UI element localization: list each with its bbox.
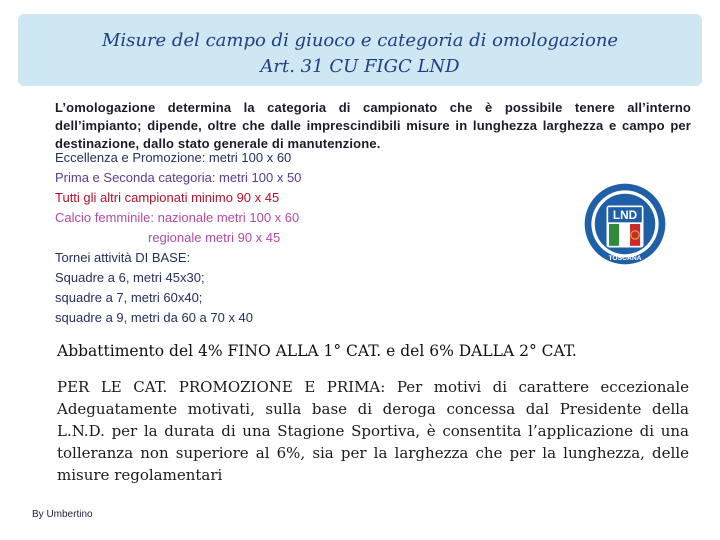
promo-paragraph — [57, 376, 689, 486]
category-line: squadre a 9, metri da 60 a 70 x 40 — [55, 310, 254, 325]
category-line: Prima e Seconda categoria: metri 100 x 50 — [55, 170, 302, 185]
slide-subtitle: Art. 31 CU FIGC LND — [260, 56, 460, 77]
category-line: Tornei attività DI BASE: — [55, 250, 191, 265]
footer-credit: By Umbertino — [32, 509, 93, 520]
category-line: Squadre a 6, metri 45x30; — [55, 270, 205, 285]
abbattimento-text: Abbattimento del 4% FINO ALLA 1° CAT. e del 6% DALLA 2° CAT. — [57, 342, 577, 360]
intro-paragraph: L’omologazione determina la categoria di campionato che è possibile tenere all’interno dell’impianto; dipende, oltre che dalle imprescindibili misure in lunghezza larghezza e campo per destinazione, dallo stato generale di manutenzione. — [55, 100, 691, 151]
logo-region: TOSCANA — [608, 255, 642, 263]
category-line: squadre a 7, metri 60x40; — [55, 290, 203, 305]
promo-lead: PER LE CAT. PROMOZIONE E PRIMA: — [57, 378, 386, 396]
slide-title: Misure del campo di giuoco e categoria di omologazione — [101, 30, 619, 51]
lnd-logo-icon — [583, 182, 667, 266]
category-line: Calcio femminile: nazionale metri 100 x 60 — [55, 210, 300, 225]
category-line: regionale metri 90 x 45 — [148, 230, 281, 245]
promo-body: Per motivi di carattere eccezionale Adeguatamente motivati, sulla base di deroga concessa dal Presidente della L.N.D. per la durata di una Stagione Sportiva, è consentita l’applicazione di una tolleranza non superiore al 6%, sia per la larghezza che per la lunghezza, delle misure regolamentari — [57, 378, 689, 484]
logo-text: LND — [612, 208, 638, 222]
category-line: Eccellenza e Promozione: metri 100 x 60 — [55, 150, 292, 165]
category-line: Tutti gli altri campionati minimo 90 x 45 — [55, 190, 280, 205]
